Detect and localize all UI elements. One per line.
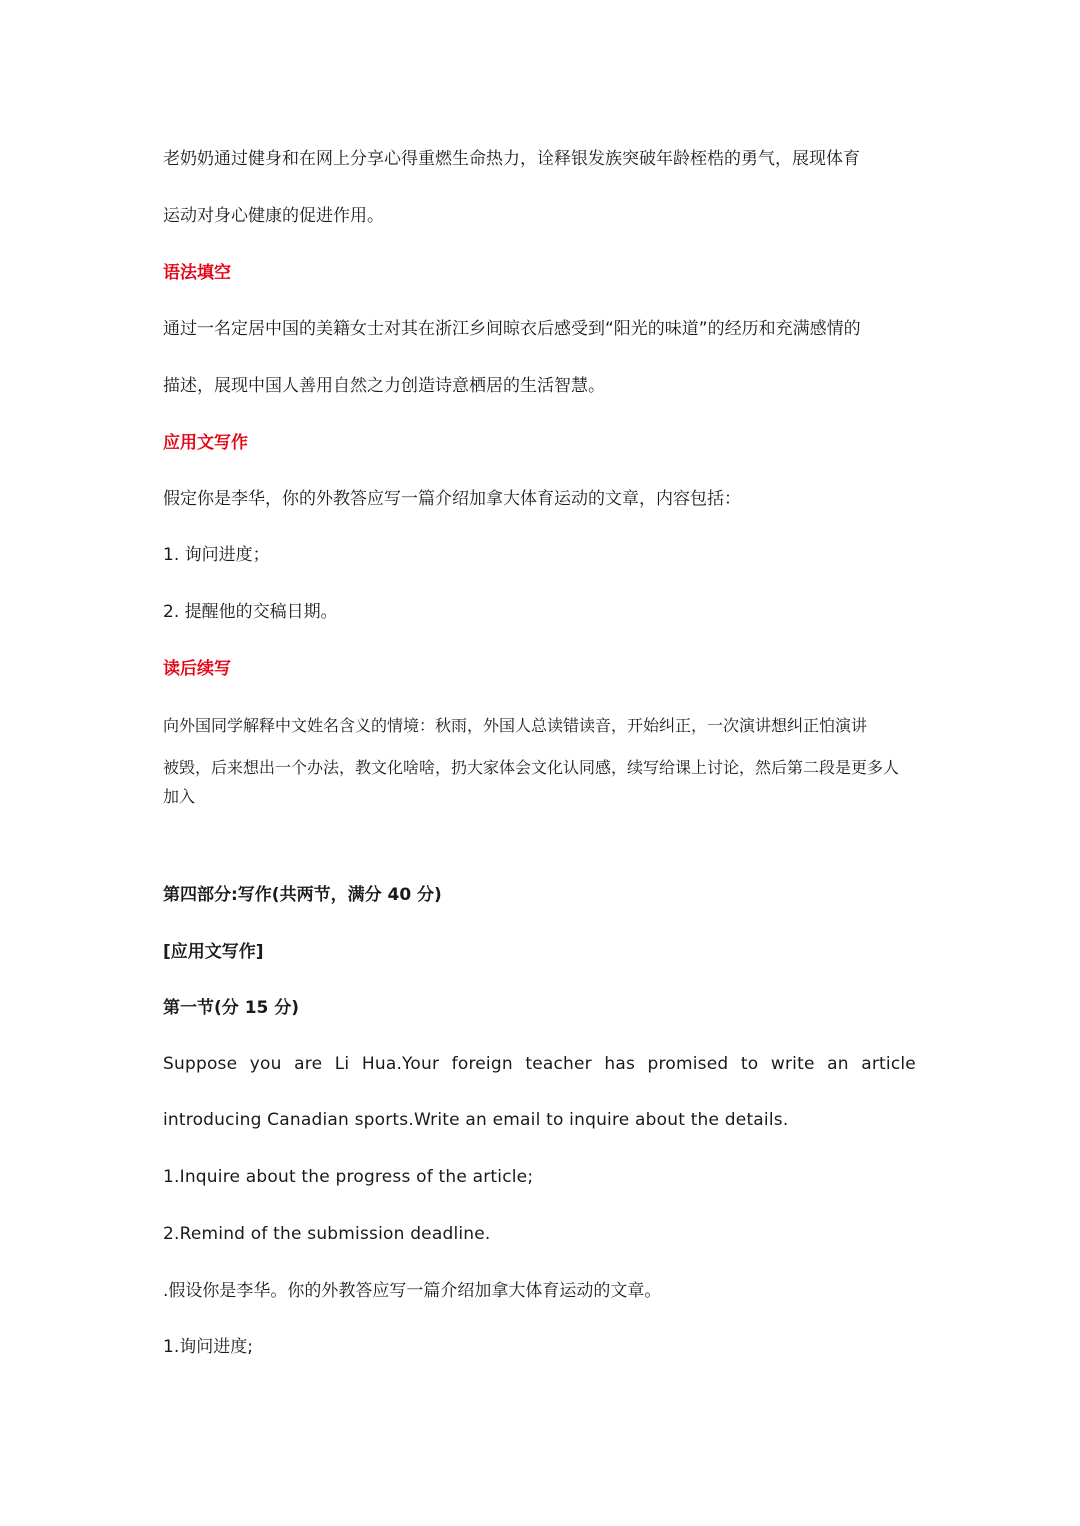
list-item: 1. 询问进度； xyxy=(163,545,270,565)
word: promised xyxy=(647,1054,729,1074)
word: are xyxy=(294,1054,323,1074)
section-title: 第一节(分 15 分) xyxy=(163,998,300,1018)
word: Li xyxy=(334,1054,350,1074)
word: write xyxy=(770,1054,815,1074)
paragraph-line: 老奶奶通过健身和在网上分享心得重燃生命热力，诠释银发族突破年龄桎梏的勇气，展现体育 xyxy=(163,149,860,169)
word: article xyxy=(861,1054,916,1074)
english-paragraph-line xyxy=(163,1053,916,1075)
word: foreign xyxy=(451,1054,513,1074)
section-heading-continuation-writing: 读后续写 xyxy=(163,659,231,679)
paragraph-line: 运动对身心健康的促进作用。 xyxy=(163,206,384,226)
paragraph-line: .假设你是李华。你的外教答应写一篇介绍加拿大体育运动的文章。 xyxy=(163,1281,662,1301)
paragraph-line: 通过一名定居中国的美籍女士对其在浙江乡间晾衣后感受到“阳光的味道”的经历和充满感情的 xyxy=(163,319,861,339)
list-item: 1.询问进度; xyxy=(163,1337,253,1357)
paragraph-line: 加入 xyxy=(163,787,196,806)
part-title: 第四部分:写作(共两节，满分 40 分) xyxy=(163,885,442,905)
paragraph-line: 被毁，后来想出一个办法，教文化啥啥，扔大家体会文化认同感，续写给课上讨论，然后第二段是更多人 xyxy=(163,758,900,777)
word: has xyxy=(604,1054,636,1074)
paragraph-line: 假定你是李华，你的外教答应写一篇介绍加拿大体育运动的文章，内容包括： xyxy=(163,489,741,509)
word: Suppose xyxy=(163,1054,238,1074)
word: to xyxy=(740,1054,759,1074)
paragraph-line: 描述，展现中国人善用自然之力创造诗意栖居的生活智慧。 xyxy=(163,376,605,396)
section-heading-grammar: 语法填空 xyxy=(163,263,231,283)
word: you xyxy=(249,1054,282,1074)
part-subtitle: [应用文写作] xyxy=(163,942,264,962)
word: teacher xyxy=(525,1054,592,1074)
word: an xyxy=(827,1054,849,1074)
section-heading-practical-writing: 应用文写作 xyxy=(163,433,248,453)
paragraph-line: 向外国同学解释中文姓名含义的情境：秋雨，外国人总读错读音，开始纠正，一次演讲想纠正怕演讲 xyxy=(163,716,868,735)
word: Hua.Your xyxy=(361,1054,440,1074)
english-list-item: 2.Remind of the submission deadline. xyxy=(163,1224,491,1244)
english-paragraph-line: introducing Canadian sports.Write an email to inquire about the details. xyxy=(163,1110,789,1130)
list-item: 2. 提醒他的交稿日期。 xyxy=(163,602,338,622)
english-list-item: 1.Inquire about the progress of the article; xyxy=(163,1167,534,1187)
